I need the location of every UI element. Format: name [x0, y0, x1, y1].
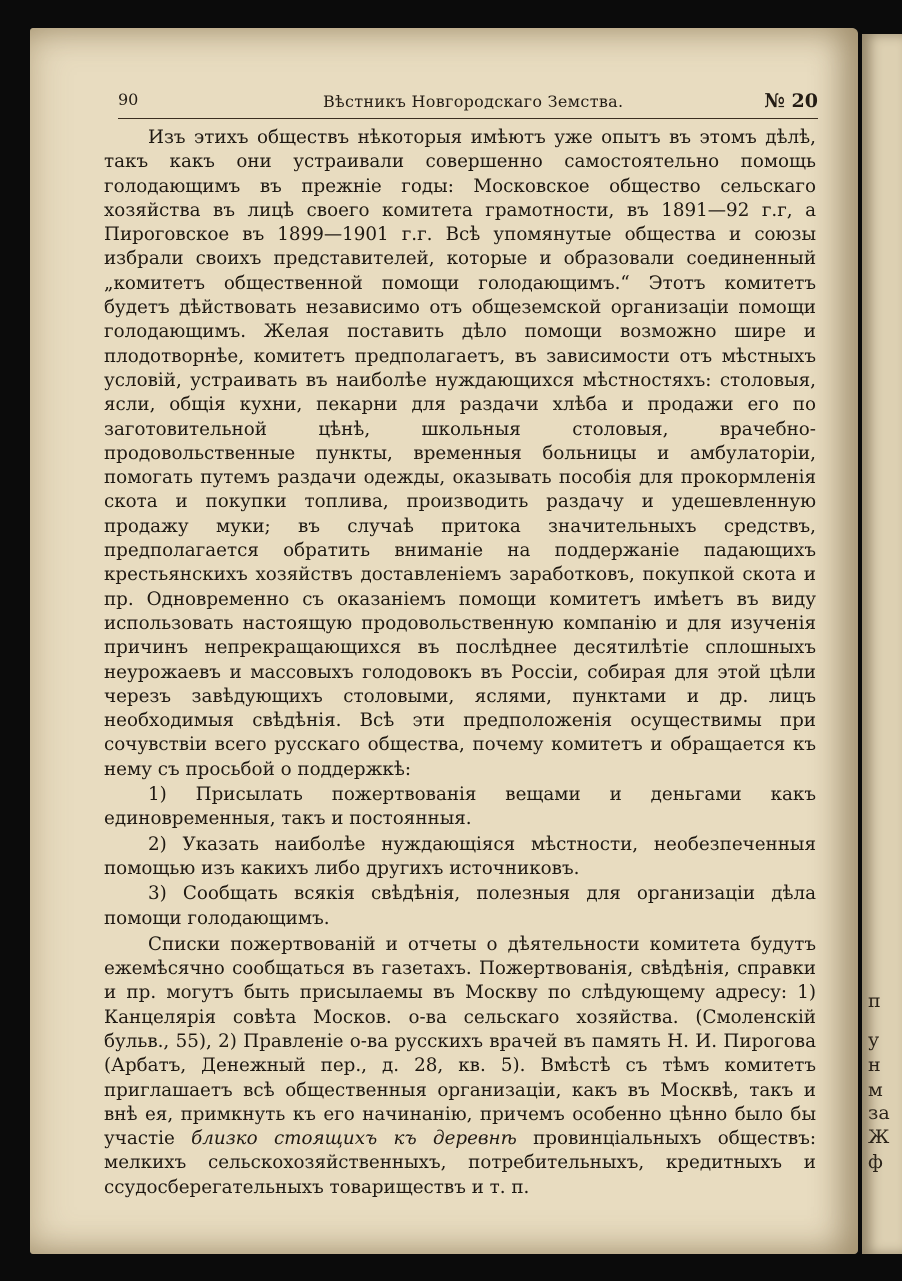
journal-title: Вѣстникъ Новгородскаго Земства.	[323, 92, 624, 111]
paragraph-closing	[104, 933, 816, 1200]
issue-number: № 20	[764, 90, 818, 112]
adjacent-page-fragment: ф	[868, 1151, 883, 1173]
closing-text-start: Списки пожертвованій и отчеты о дѣятельности комитета будутъ ежемѣсячно сообщаться въ газетахъ. Пожертвованія, свѣдѣнія, справки и пр. могутъ быть присылаемы въ Москву по слѣдующему адресу: 1) Канцелярія совѣта Москов. о-ва сельскаго хозяйства. (Смоленскій бульв., 55), 2) Правленіе о-ва русскихъ врачей въ память Н. И. Пирогова (Арбатъ, Денежный пер., д. 28, кв. 5). Вмѣстѣ съ тѣмъ комитетъ приглашаетъ всѣ общественныя организаціи, какъ въ Москвѣ, такъ и внѣ ея, примкнуть къ его начинанію, причемъ особенно цѣнно было бы участіе	[104, 933, 816, 1150]
closing-text-end: провинціальныхъ обществъ: мелкихъ сельскохозяйственныхъ, потребительныхъ, кредитныхъ и ссудосберегательныхъ товариществъ и т. п.	[104, 1128, 817, 1198]
adjacent-page-fragment: м	[868, 1079, 883, 1101]
closing-text-italic: близко стоящихъ къ деревнѣ	[191, 1128, 517, 1150]
adjacent-page-fragment: у	[868, 1029, 880, 1051]
list-item: 1) Присылать пожертвованія вещами и деньгами какъ единовременныя, такъ и постоянныя.	[104, 784, 816, 830]
adjacent-page-fragment: за	[868, 1102, 890, 1124]
paragraph-intro: Изъ этихъ обществъ нѣкоторыя имѣютъ уже опытъ въ этомъ дѣлѣ, такъ какъ они устраивали совершенно самостоятельно помощь голодающимъ въ прежніе годы: Московское общество сельскаго хозяйства въ лицѣ своего комитета грамотности, въ 1891—92 г.г, а Пироговское въ 1899—1901 г.г. Всѣ упомянутые общества и союзы избрали своихъ представителей, которые и образовали соединенный „комитетъ общественной помощи голодающимъ.“ Этотъ комитетъ будетъ дѣйствовать независимо отъ общеземской организаціи помощи голодающимъ. Желая поставить дѣло помощи возможно шире и плодотворнѣе, комитетъ предполагаетъ, въ зависимости отъ мѣстныхъ условій, устраивать въ наиболѣе нуждающихся мѣстностяхъ: столовыя, ясли, общія кухни, пекарни для раздачи хлѣба и продажи его по заготовительной цѣнѣ, школьныя столовыя, врачебно-продовольственные пункты, временныя больницы и амбулаторіи, помогать путемъ раздачи одежды, оказывать пособія для прокормленія скота и покупки топлива, производить раздачу и удешевленную продажу муки; въ случаѣ притока значительныхъ средствъ, предполагается обратить вниманіе на поддержаніе падающихъ крестьянскихъ хозяйствъ доставленіемъ заработковъ, покупкой скота и пр. Одновременно съ оказаніемъ помощи комитетъ имѣетъ въ виду использовать настоящую продовольственную компанію и для изученія причинъ непрекращающихся въ послѣднее десятилѣтіе сплошныхъ неурожаевъ и массовыхъ голодовокъ въ Россіи, собирая для этой цѣли черезъ завѣдующихъ столовыми, яслями, пунктами и др. лицъ необходимыя свѣдѣнія. Всѣ эти предположенія осуществимы при сочувствіи всего русскаго общества, почему комитетъ и обращается къ нему съ просьбой о поддержкѣ:	[104, 127, 816, 780]
adjacent-page-edge	[862, 34, 902, 1254]
page-number: 90	[118, 90, 139, 109]
list-item: 3) Сообщать всякія свѣдѣнія, полезныя для организаціи дѣла помощи голодающимъ.	[104, 883, 816, 929]
running-header	[118, 88, 818, 119]
adjacent-page-fragment: п	[868, 990, 881, 1012]
adjacent-page-fragment: н	[868, 1054, 881, 1076]
list-item: 2) Указать наиболѣе нуждающіяся мѣстности, необезпеченныя помощью изъ какихъ либо другихъ источниковъ.	[104, 833, 816, 879]
article-body	[104, 126, 816, 1200]
adjacent-page-fragment: Ж	[868, 1126, 890, 1148]
